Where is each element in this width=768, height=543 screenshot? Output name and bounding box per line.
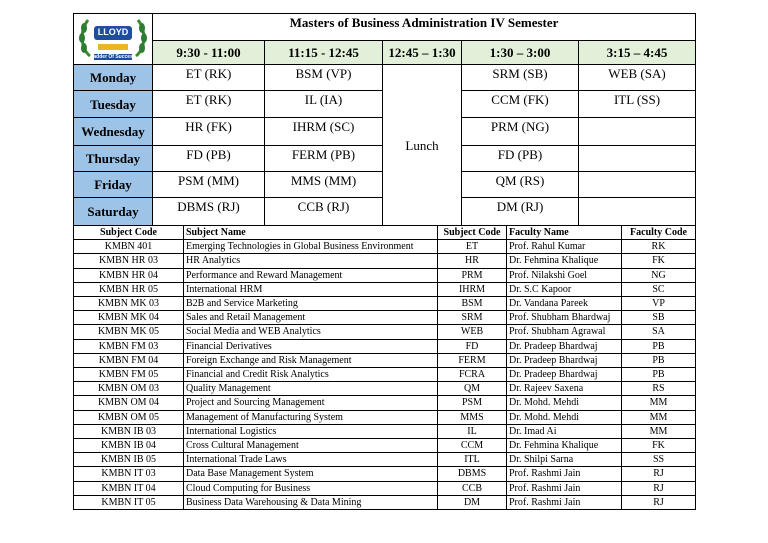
subject-short-code: ITL bbox=[438, 453, 507, 467]
faculty-code: MM bbox=[622, 396, 696, 410]
logo-name: LLOYD bbox=[97, 27, 129, 37]
class-cell: BSM (VP) bbox=[265, 65, 383, 91]
timetable bbox=[73, 13, 696, 226]
subject-short-code: IL bbox=[438, 424, 507, 438]
faculty-code: VP bbox=[622, 297, 696, 311]
table-row bbox=[74, 240, 696, 254]
faculty-code: NG bbox=[622, 268, 696, 282]
subject-name: Social Media and WEB Analytics bbox=[184, 325, 438, 339]
subject-code: KMBN MK 05 bbox=[74, 325, 184, 339]
subject-name: Management of Manufacturing System bbox=[184, 410, 438, 424]
slot-header: 3:15 – 4:45 bbox=[579, 40, 696, 64]
class-cell bbox=[579, 146, 696, 172]
class-cell: IHRM (SC) bbox=[265, 118, 383, 146]
class-cell: DM (RJ) bbox=[462, 198, 579, 226]
class-cell: WEB (SA) bbox=[579, 65, 696, 91]
table-row bbox=[74, 396, 696, 410]
subject-name: Sales and Retail Management bbox=[184, 311, 438, 325]
subject-short-code: IHRM bbox=[438, 282, 507, 296]
subject-short-code: ET bbox=[438, 240, 507, 254]
table-row bbox=[74, 382, 696, 396]
faculty-name: Dr. Mohd. Mehdi bbox=[507, 396, 622, 410]
faculty-code: PB bbox=[622, 339, 696, 353]
subject-code: KMBN HR 04 bbox=[74, 268, 184, 282]
subject-short-code: CCB bbox=[438, 481, 507, 495]
subject-code: KMBN 401 bbox=[74, 240, 184, 254]
subject-code: KMBN HR 03 bbox=[74, 254, 184, 268]
table-row bbox=[74, 439, 696, 453]
faculty-name: Dr. Rajeev Saxena bbox=[507, 382, 622, 396]
faculty-code: FK bbox=[622, 254, 696, 268]
column-header: Subject Code bbox=[74, 226, 184, 240]
subject-name: Emerging Technologies in Global Business Environment bbox=[184, 240, 438, 254]
slot-header: 11:15 - 12:45 bbox=[265, 40, 383, 64]
day-label: Saturday bbox=[74, 198, 153, 226]
slot-header: 1:30 – 3:00 bbox=[462, 40, 579, 64]
subject-name: Business Data Warehousing & Data Mining bbox=[184, 495, 438, 509]
subject-table-header bbox=[74, 226, 696, 240]
class-cell bbox=[579, 118, 696, 146]
faculty-code: SS bbox=[622, 453, 696, 467]
subject-code: KMBN IT 05 bbox=[74, 495, 184, 509]
faculty-name: Prof. Shubham Agrawal bbox=[507, 325, 622, 339]
timetable-sheet bbox=[73, 13, 695, 510]
subject-short-code: PSM bbox=[438, 396, 507, 410]
table-row bbox=[74, 368, 696, 382]
faculty-name: Dr. Pradeep Bhardwaj bbox=[507, 353, 622, 367]
day-label: Monday bbox=[74, 65, 153, 91]
column-header: Subject Name bbox=[184, 226, 438, 240]
faculty-name: Dr. Vandana Pareek bbox=[507, 297, 622, 311]
subject-name: Foreign Exchange and Risk Management bbox=[184, 353, 438, 367]
faculty-name: Prof. Nilakshi Goel bbox=[507, 268, 622, 282]
subject-code: KMBN IB 05 bbox=[74, 453, 184, 467]
faculty-name: Dr. Fehmina Khalique bbox=[507, 254, 622, 268]
subject-code: KMBN FM 03 bbox=[74, 339, 184, 353]
subject-short-code: MMS bbox=[438, 410, 507, 424]
subject-code: KMBN MK 04 bbox=[74, 311, 184, 325]
class-cell: CCB (RJ) bbox=[265, 198, 383, 226]
table-row bbox=[74, 282, 696, 296]
faculty-name: Prof. Rashmi Jain bbox=[507, 495, 622, 509]
subject-short-code: WEB bbox=[438, 325, 507, 339]
faculty-name: Dr. S.C Kapoor bbox=[507, 282, 622, 296]
subject-code: KMBN OM 05 bbox=[74, 410, 184, 424]
class-cell: IL (IA) bbox=[265, 91, 383, 118]
subject-code: KMBN IB 03 bbox=[74, 424, 184, 438]
subject-code: KMBN IB 04 bbox=[74, 439, 184, 453]
logo-cell bbox=[74, 14, 153, 65]
faculty-name: Dr. Pradeep Bhardwaj bbox=[507, 368, 622, 382]
subject-name: International Logistics bbox=[184, 424, 438, 438]
table-row bbox=[74, 467, 696, 481]
lunch-cell: Lunch bbox=[383, 65, 462, 226]
subject-short-code: HR bbox=[438, 254, 507, 268]
column-header: Faculty Code bbox=[622, 226, 696, 240]
faculty-code: SB bbox=[622, 311, 696, 325]
subject-short-code: FERM bbox=[438, 353, 507, 367]
subject-short-code: CCM bbox=[438, 439, 507, 453]
table-row bbox=[74, 268, 696, 282]
logo-tagline: Ladder Of Success bbox=[90, 54, 136, 60]
table-row bbox=[74, 481, 696, 495]
class-cell: PRM (NG) bbox=[462, 118, 579, 146]
faculty-code: RK bbox=[622, 240, 696, 254]
subject-name: International Trade Laws bbox=[184, 453, 438, 467]
subject-short-code: BSM bbox=[438, 297, 507, 311]
subject-name: Project and Sourcing Management bbox=[184, 396, 438, 410]
subject-name: HR Analytics bbox=[184, 254, 438, 268]
subject-name: B2B and Service Marketing bbox=[184, 297, 438, 311]
class-cell bbox=[579, 198, 696, 226]
faculty-code: SC bbox=[622, 282, 696, 296]
subject-short-code: FD bbox=[438, 339, 507, 353]
class-cell: ITL (SS) bbox=[579, 91, 696, 118]
subject-code: KMBN OM 04 bbox=[74, 396, 184, 410]
lloyd-logo bbox=[74, 14, 152, 64]
subject-name: Cloud Computing for Business bbox=[184, 481, 438, 495]
page-title: Masters of Business Administration IV Semester bbox=[153, 14, 696, 41]
faculty-code: RJ bbox=[622, 467, 696, 481]
subject-name: Financial and Credit Risk Analytics bbox=[184, 368, 438, 382]
subject-short-code: QM bbox=[438, 382, 507, 396]
day-label: Thursday bbox=[74, 146, 153, 172]
faculty-name: Prof. Rashmi Jain bbox=[507, 467, 622, 481]
faculty-code: MM bbox=[622, 410, 696, 424]
faculty-code: RJ bbox=[622, 481, 696, 495]
subject-table bbox=[73, 225, 696, 510]
subject-code: KMBN HR 05 bbox=[74, 282, 184, 296]
class-cell: SRM (SB) bbox=[462, 65, 579, 91]
subject-code: KMBN OM 03 bbox=[74, 382, 184, 396]
subject-name: Data Base Management System bbox=[184, 467, 438, 481]
column-header: Faculty Name bbox=[507, 226, 622, 240]
faculty-name: Dr. Fehmina Khalique bbox=[507, 439, 622, 453]
day-label: Friday bbox=[74, 172, 153, 198]
class-cell: DBMS (RJ) bbox=[153, 198, 265, 226]
faculty-code: PB bbox=[622, 353, 696, 367]
faculty-code: RJ bbox=[622, 495, 696, 509]
subject-short-code: PRM bbox=[438, 268, 507, 282]
table-row bbox=[74, 325, 696, 339]
class-cell: QM (RS) bbox=[462, 172, 579, 198]
faculty-code: FK bbox=[622, 439, 696, 453]
table-row bbox=[74, 410, 696, 424]
faculty-code: SA bbox=[622, 325, 696, 339]
class-cell: ET (RK) bbox=[153, 91, 265, 118]
subject-short-code: DM bbox=[438, 495, 507, 509]
class-cell: ET (RK) bbox=[153, 65, 265, 91]
class-cell: FD (PB) bbox=[462, 146, 579, 172]
faculty-name: Dr. Imad Ai bbox=[507, 424, 622, 438]
faculty-name: Prof. Shubham Bhardwaj bbox=[507, 311, 622, 325]
faculty-name: Dr. Shilpi Sarna bbox=[507, 453, 622, 467]
subject-name: Financial Derivatives bbox=[184, 339, 438, 353]
day-label: Tuesday bbox=[74, 91, 153, 118]
faculty-name: Dr. Mohd. Mehdi bbox=[507, 410, 622, 424]
table-row bbox=[74, 495, 696, 509]
subject-code: KMBN MK 03 bbox=[74, 297, 184, 311]
slot-header: 9:30 - 11:00 bbox=[153, 40, 265, 64]
faculty-code: MM bbox=[622, 424, 696, 438]
faculty-name: Prof. Rahul Kumar bbox=[507, 240, 622, 254]
table-row bbox=[74, 353, 696, 367]
faculty-code: PB bbox=[622, 368, 696, 382]
class-cell: CCM (FK) bbox=[462, 91, 579, 118]
subject-short-code: SRM bbox=[438, 311, 507, 325]
slot-header: 12:45 – 1:30 bbox=[383, 40, 462, 64]
class-cell: FERM (PB) bbox=[265, 146, 383, 172]
subject-code: KMBN IT 04 bbox=[74, 481, 184, 495]
table-row bbox=[74, 311, 696, 325]
subject-code: KMBN FM 05 bbox=[74, 368, 184, 382]
subject-name: Cross Cultural Management bbox=[184, 439, 438, 453]
subject-short-code: FCRA bbox=[438, 368, 507, 382]
faculty-code: RS bbox=[622, 382, 696, 396]
subject-short-code: DBMS bbox=[438, 467, 507, 481]
column-header: Subject Code bbox=[438, 226, 507, 240]
class-cell: MMS (MM) bbox=[265, 172, 383, 198]
table-row bbox=[74, 297, 696, 311]
subject-code: KMBN IT 03 bbox=[74, 467, 184, 481]
class-cell: HR (FK) bbox=[153, 118, 265, 146]
table-row bbox=[74, 254, 696, 268]
subject-name: International HRM bbox=[184, 282, 438, 296]
table-row bbox=[74, 453, 696, 467]
table-row bbox=[74, 339, 696, 353]
day-label: Wednesday bbox=[74, 118, 153, 146]
subject-name: Quality Management bbox=[184, 382, 438, 396]
class-cell: PSM (MM) bbox=[153, 172, 265, 198]
faculty-name: Prof. Rashmi Jain bbox=[507, 481, 622, 495]
subject-code: KMBN FM 04 bbox=[74, 353, 184, 367]
class-cell bbox=[579, 172, 696, 198]
table-row bbox=[74, 424, 696, 438]
faculty-name: Dr. Pradeep Bhardwaj bbox=[507, 339, 622, 353]
class-cell: FD (PB) bbox=[153, 146, 265, 172]
subject-name: Performance and Reward Management bbox=[184, 268, 438, 282]
